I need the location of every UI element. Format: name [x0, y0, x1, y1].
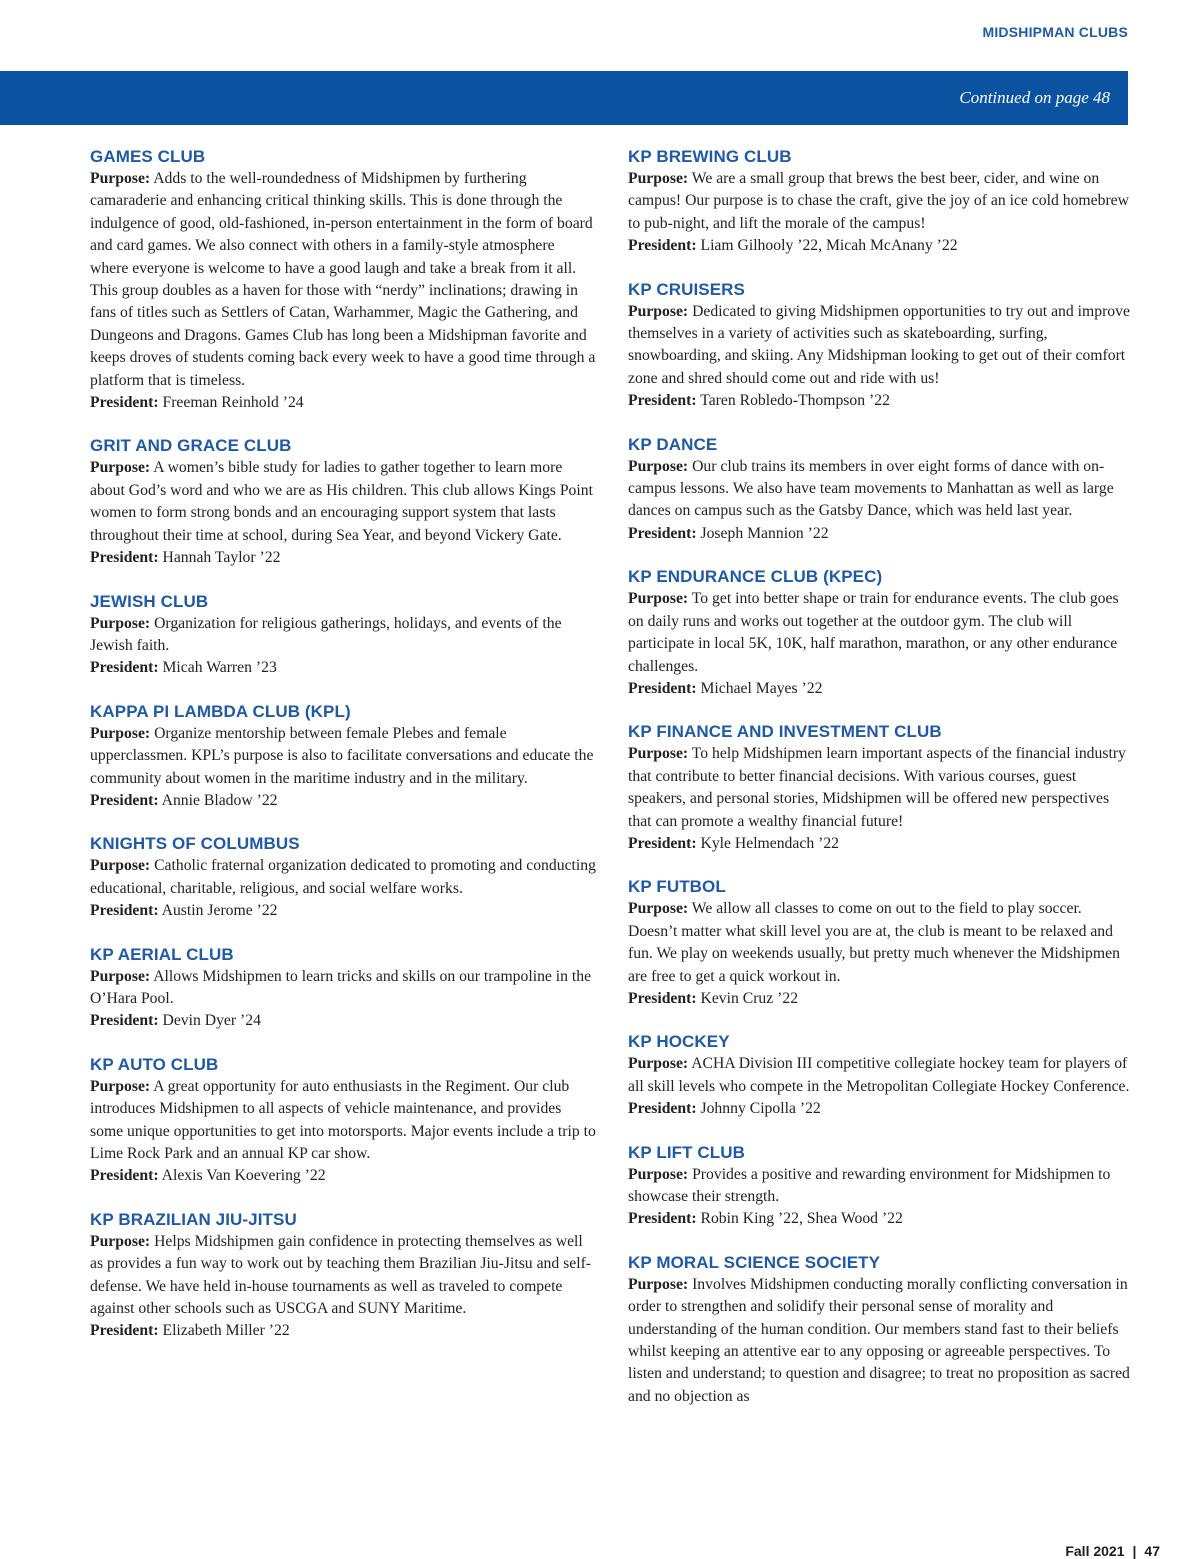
- club-entry-kp-brazilian-jiu-jitsu: [90, 1209, 596, 1343]
- president-name: Alexis Van Koevering ’22: [161, 1167, 326, 1185]
- purpose-label: Purpose:: [628, 170, 689, 187]
- club-body: [90, 1231, 596, 1343]
- purpose-label: Purpose:: [628, 1165, 689, 1183]
- club-body: [628, 456, 1134, 546]
- president-name: Austin Jerome ’22: [161, 902, 278, 920]
- purpose-text: A women’s bible study for ladies to gather together to learn more about God’s word and who we are as His children. This club allows Kings Point women to form strong bonds and an encouraging support system that lasts throughout their time at school, during Sea Year, and beyond Vickery Gate.: [90, 459, 593, 544]
- purpose-paragraph: [628, 301, 1134, 391]
- president-line: [628, 988, 1134, 1010]
- president-line: [628, 678, 1134, 700]
- purpose-label: Purpose:: [90, 170, 151, 187]
- purpose-paragraph: [628, 1164, 1134, 1209]
- purpose-text: Dedicated to giving Midshipmen opportunities to try out and improve themselves in a variety of activities such as skateboarding, surfing, snowboarding, and skiing. Any Midshipman looking to get out of their comfort zone and shred should come out and ride with us!: [628, 302, 1130, 387]
- president-line: [90, 900, 596, 922]
- president-name: Elizabeth Miller ’22: [162, 1322, 290, 1340]
- president-name: Kyle Helmendach ’22: [700, 834, 840, 852]
- club-entry-kp-hockey: [628, 1031, 1134, 1120]
- club-body: [628, 743, 1134, 855]
- club-name: KP FUTBOL: [628, 877, 726, 897]
- purpose-text: Our club trains its members in over eight forms of dance with on-campus lessons. We also have team movements to Manhattan as well as large dances on campus such as the Gatsby Dance, which was held last year.: [628, 457, 1114, 520]
- club-name: KP CRUISERS: [628, 279, 745, 299]
- president-label: President:: [90, 1322, 159, 1340]
- club-name: KP AERIAL CLUB: [90, 944, 234, 964]
- club-body: [90, 723, 596, 813]
- page-number: 47: [1144, 1543, 1160, 1559]
- section-label: MIDSHIPMAN CLUBS: [982, 24, 1128, 40]
- president-label: President:: [628, 834, 697, 852]
- purpose-label: Purpose:: [90, 1232, 151, 1250]
- purpose-text: Catholic fraternal organization dedicated to promoting and conducting educational, charitable, religious, and social welfare works.: [90, 857, 596, 897]
- club-name: KAPPA PI LAMBDA CLUB (KPL): [90, 701, 351, 721]
- president-line: [628, 1208, 1134, 1230]
- purpose-paragraph: [628, 1053, 1134, 1098]
- president-name: Joseph Mannion ’22: [700, 524, 829, 542]
- president-name: Micah Warren ’23: [162, 659, 277, 677]
- purpose-paragraph: [628, 743, 1134, 833]
- purpose-text: Helps Midshipmen gain confidence in protecting themselves as well as provides a fun way to work out by teaching them Brazilian Jiu-Jitsu and self-defense. We have held in-house tournaments as well as traveled to compete against other schools such as USCGA and SUNY Maritime.: [90, 1232, 592, 1318]
- purpose-text: To help Midshipmen learn important aspects of the financial industry that contribute to better financial decisions. With various courses, guest speakers, and personal stories, Midshipmen will be offered new perspectives that can promote a wealthy financial future!: [628, 745, 1126, 830]
- president-label: President:: [90, 549, 159, 567]
- club-body: [90, 966, 596, 1033]
- club-body: [628, 898, 1134, 1010]
- club-body: [628, 301, 1134, 413]
- club-name: KP ENDURANCE CLUB (KPEC): [628, 567, 883, 587]
- club-entry-kp-futbol: [628, 876, 1134, 1010]
- purpose-paragraph: [90, 966, 596, 1011]
- purpose-label: Purpose:: [628, 302, 689, 320]
- club-name: KNIGHTS OF COLUMBUS: [90, 834, 300, 854]
- issue-label: Fall 2021: [1065, 1543, 1125, 1559]
- club-body: [628, 588, 1134, 700]
- purpose-label: Purpose:: [90, 614, 151, 632]
- purpose-label: Purpose:: [628, 745, 689, 763]
- club-name: KP MORAL SCIENCE SOCIETY: [628, 1252, 881, 1272]
- purpose-label: Purpose:: [90, 724, 151, 742]
- continued-note: Continued on page 48: [959, 88, 1110, 107]
- club-body: [628, 1274, 1134, 1408]
- president-name: Devin Dyer ’24: [162, 1012, 261, 1030]
- purpose-paragraph: [90, 855, 596, 900]
- president-label: President:: [90, 659, 159, 677]
- club-entry-kp-endurance-club-kpec: [628, 566, 1134, 700]
- club-name: KP AUTO CLUB: [90, 1054, 219, 1074]
- purpose-paragraph: [90, 168, 596, 392]
- president-label: President:: [90, 791, 159, 809]
- purpose-label: Purpose:: [90, 459, 151, 477]
- club-name: JEWISH CLUB: [90, 591, 209, 611]
- purpose-text: We are a small group that brews the best beer, cider, and wine on campus! Our purpose is to chase the craft, give the joy of an ice cold homebrew to pub-night, and lift the morale of the campus!: [628, 170, 1129, 232]
- purpose-label: Purpose:: [90, 857, 151, 875]
- purpose-text: A great opportunity for auto enthusiasts in the Regiment. Our club introduces Midshipmen to all aspects of vehicle maintenance, and provides some unique opportunities to get into motorsports. Major events include a trip to Lime Rock Park and an annual KP car show.: [90, 1077, 596, 1162]
- club-entry-kp-lift-club: [628, 1142, 1134, 1231]
- purpose-paragraph: [90, 457, 596, 547]
- president-name: Michael Mayes ’22: [700, 679, 823, 697]
- club-body: [628, 1053, 1134, 1120]
- club-name: GRIT AND GRACE CLUB: [90, 436, 292, 456]
- purpose-label: Purpose:: [628, 1275, 689, 1293]
- president-line: [628, 235, 1134, 257]
- header-banner: [0, 71, 1128, 125]
- purpose-paragraph: [628, 588, 1134, 678]
- club-entry-kp-moral-science-society: [628, 1252, 1134, 1408]
- president-label: President:: [90, 1012, 159, 1030]
- president-label: President:: [628, 237, 697, 255]
- president-line: [90, 547, 596, 569]
- president-label: President:: [628, 989, 697, 1007]
- footer-separator: |: [1132, 1543, 1137, 1559]
- president-label: President:: [628, 1100, 697, 1118]
- president-name: Taren Robledo-Thompson ’22: [700, 392, 890, 410]
- club-entry-kp-dance: [628, 434, 1134, 546]
- purpose-label: Purpose:: [628, 900, 689, 918]
- right-column: [628, 146, 1134, 1429]
- purpose-text: Organization for religious gatherings, holidays, and events of the Jewish faith.: [90, 614, 562, 654]
- club-entry-kp-brewing-club: [628, 146, 1134, 258]
- club-name: KP HOCKEY: [628, 1032, 730, 1052]
- president-name: Hannah Taylor ’22: [162, 549, 281, 567]
- president-label: President:: [628, 1210, 697, 1228]
- president-label: President:: [90, 902, 159, 920]
- purpose-text: To get into better shape or train for endurance events. The club goes on daily runs and works out together at the outdoor gym. The club will participate in local 5K, 10K, half marathon, marathon, or any other endurance challenges.: [628, 590, 1119, 675]
- purpose-label: Purpose:: [90, 967, 151, 985]
- purpose-label: Purpose:: [628, 590, 689, 608]
- purpose-paragraph: [90, 1076, 596, 1166]
- club-body: [90, 1076, 596, 1188]
- club-body: [90, 457, 596, 569]
- club-entry-kp-cruisers: [628, 279, 1134, 413]
- purpose-text: Adds to the well-roundedness of Midshipmen by furthering camaraderie and enhancing critical thinking skills. This is done through the indulgence of good, old-fashioned, in-person entertainment in the form of board and card games. We also connect with others in a family-style atmosphere where everyone is welcome to have a good laugh and take a break from it all. This group doubles as a haven for those with “nerdy” inclinations; drawing in fans of titles such as Settlers of Catan, Warhammer, Magic the Gathering, and Dungeons and Dragons. Games Club has long been a Midshipman favorite and keeps droves of students coming back every week to have a good time through a platform that is timeless.: [90, 170, 596, 389]
- president-name: Johnny Cipolla ’22: [700, 1100, 821, 1118]
- club-entry-games-club: [90, 146, 596, 414]
- purpose-text: Provides a positive and rewarding environment for Midshipmen to showcase their strength.: [628, 1165, 1111, 1205]
- president-line: [628, 833, 1134, 855]
- president-label: President:: [628, 679, 697, 697]
- president-line: [90, 1320, 596, 1342]
- purpose-text: We allow all classes to come on out to the field to play soccer. Doesn’t matter what skill level you are at, the club is meant to be relaxed and fun. We play on weekends usually, but pretty much whenever the Midshipmen are free to get a quick workout in.: [628, 900, 1120, 985]
- president-label: President:: [628, 392, 697, 410]
- purpose-text: ACHA Division III competitive collegiate hockey team for players of all skill levels who compete in the Metropolitan Collegiate Hockey Conference.: [628, 1055, 1130, 1095]
- club-body: [90, 613, 596, 680]
- purpose-text: Organize mentorship between female Plebes and female upperclassmen. KPL’s purpose is also to facilitate conversations and educate the community about women in the maritime industry and in the military.: [90, 724, 594, 787]
- president-name: Kevin Cruz ’22: [700, 989, 799, 1007]
- president-line: [90, 1165, 596, 1187]
- club-name: KP LIFT CLUB: [628, 1142, 746, 1162]
- club-name: KP BRAZILIAN JIU-JITSU: [90, 1209, 297, 1229]
- club-entry-kp-auto-club: [90, 1054, 596, 1188]
- president-name: Robin King ’22, Shea Wood ’22: [700, 1210, 903, 1228]
- club-entry-grit-and-grace-club: [90, 435, 596, 569]
- purpose-label: Purpose:: [90, 1077, 151, 1095]
- president-line: [628, 390, 1134, 412]
- club-name: KP BREWING CLUB: [628, 147, 792, 166]
- club-entry-kappa-pi-lambda-club-kpl: [90, 701, 596, 813]
- club-body: [90, 168, 596, 414]
- purpose-text: Allows Midshipmen to learn tricks and skills on our trampoline in the O’Hara Pool.: [90, 967, 592, 1007]
- president-name: Freeman Reinhold ’24: [162, 394, 304, 412]
- club-name: KP DANCE: [628, 434, 718, 454]
- president-name: Annie Bladow ’22: [161, 791, 278, 809]
- president-label: President:: [628, 524, 697, 542]
- president-line: [90, 392, 596, 414]
- club-name: KP FINANCE AND INVESTMENT CLUB: [628, 722, 942, 742]
- left-column: [90, 146, 596, 1364]
- club-name: GAMES CLUB: [90, 147, 206, 166]
- purpose-paragraph: [90, 723, 596, 790]
- purpose-paragraph: [628, 456, 1134, 523]
- club-entry-knights-of-columbus: [90, 833, 596, 922]
- president-line: [90, 657, 596, 679]
- president-line: [90, 1010, 596, 1032]
- purpose-paragraph: [90, 613, 596, 658]
- club-entry-jewish-club: [90, 591, 596, 680]
- purpose-paragraph: [628, 1274, 1134, 1408]
- purpose-label: Purpose:: [628, 457, 689, 475]
- purpose-label: Purpose:: [628, 1055, 689, 1073]
- president-name: Liam Gilhooly ’22, Micah McAnany ’22: [700, 237, 958, 255]
- club-entry-kp-finance-and-investment-club: [628, 721, 1134, 855]
- purpose-paragraph: [628, 168, 1134, 235]
- president-line: [90, 790, 596, 812]
- president-line: [628, 523, 1134, 545]
- president-line: [628, 1098, 1134, 1120]
- page-footer: [1065, 1543, 1160, 1559]
- president-label: President:: [90, 1167, 159, 1185]
- purpose-text: Involves Midshipmen conducting morally conflicting conversation in order to strengthen and solidify their personal sense of morality and understanding of the human condition. Our members stand fast to their beliefs whilst keeping an attentive ear to any opposing or agreeable perspectives. To listen and understand; to question and disagree; to treat no proposition as sacred and no objection as: [628, 1275, 1130, 1405]
- club-entry-kp-aerial-club: [90, 944, 596, 1033]
- purpose-paragraph: [628, 898, 1134, 988]
- club-body: [628, 168, 1134, 258]
- club-body: [90, 855, 596, 922]
- president-label: President:: [90, 394, 159, 412]
- club-body: [628, 1164, 1134, 1231]
- purpose-paragraph: [90, 1231, 596, 1321]
